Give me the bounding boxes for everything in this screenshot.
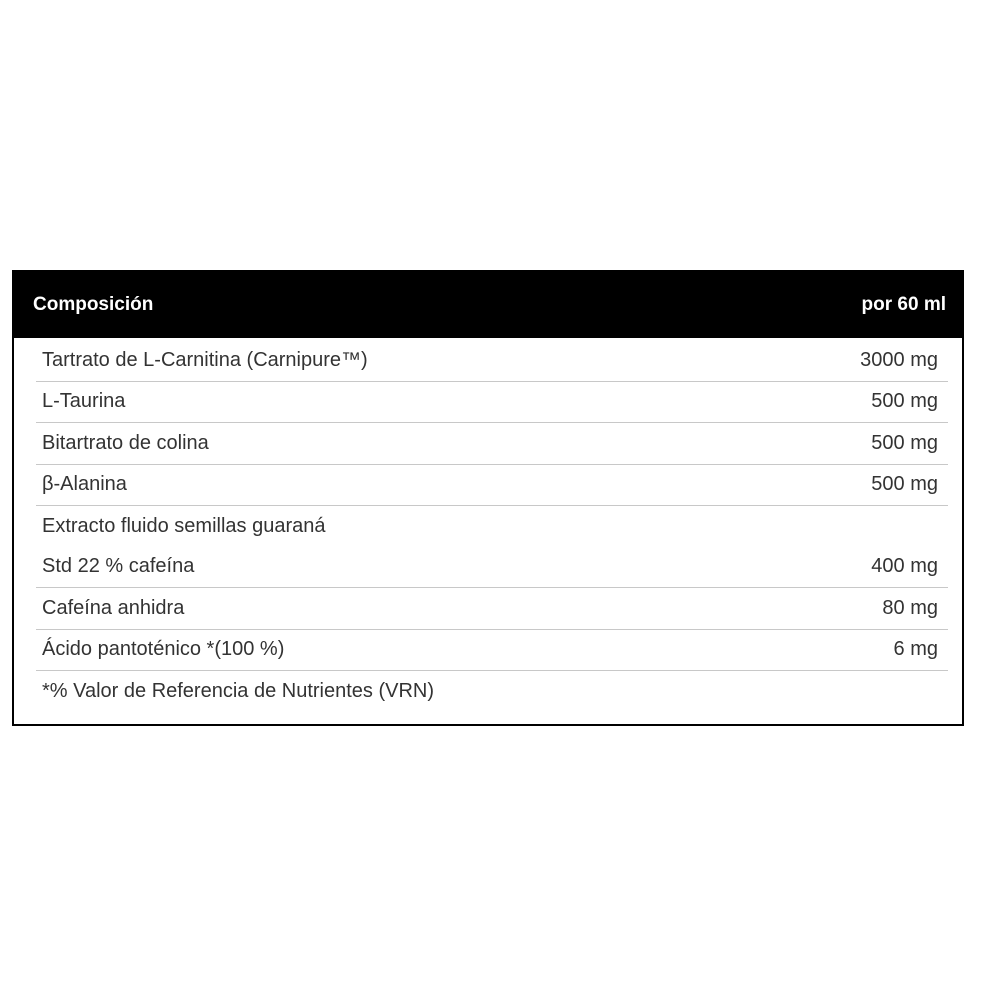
ingredient-name: Cafeína anhidra: [42, 596, 185, 619]
ingredient-amount: 500 mg: [871, 473, 938, 496]
ingredient-amount: 400 mg: [871, 555, 938, 578]
ingredient-name: Bitartrato de colina: [42, 431, 209, 454]
table-row: [36, 547, 948, 589]
ingredient-name: Extracto fluido semillas guaraná: [42, 514, 326, 537]
ingredient-amount: 80 mg: [882, 596, 938, 619]
ingredient-name: Std 22 % cafeína: [42, 555, 195, 578]
ingredient-amount: 500 mg: [871, 431, 938, 454]
ingredient-amount: 3000 mg: [860, 348, 938, 371]
composition-table: [12, 270, 964, 726]
table-body: [14, 338, 962, 712]
ingredient-amount: 500 mg: [871, 390, 938, 413]
table-row: [36, 465, 948, 507]
table-row: [36, 630, 948, 672]
ingredient-name: β-Alanina: [42, 473, 127, 496]
table-row: [36, 423, 948, 465]
footnote-text: *% Valor de Referencia de Nutrientes (VRN): [42, 679, 435, 702]
table-footnote: [36, 671, 948, 712]
header-serving-label: por 60 ml: [861, 294, 946, 315]
header-composition-label: Composición: [33, 294, 154, 315]
table-row: [36, 382, 948, 424]
ingredient-amount: 6 mg: [893, 638, 938, 661]
table-row: [36, 340, 948, 382]
ingredient-name: Ácido pantoténico *(100 %): [42, 638, 285, 661]
table-header: [14, 272, 962, 338]
table-row: [36, 588, 948, 630]
table-row: [36, 506, 948, 547]
ingredient-name: Tartrato de L-Carnitina (Carnipure™): [42, 348, 368, 371]
ingredient-name: L-Taurina: [42, 390, 126, 413]
